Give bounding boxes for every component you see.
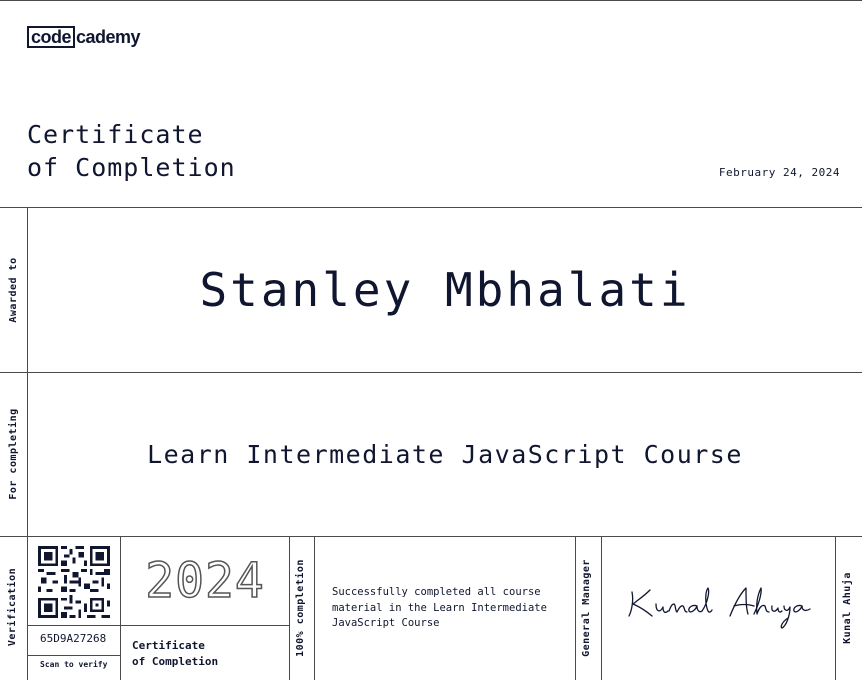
signature-divider	[835, 536, 836, 680]
year-divider	[289, 536, 290, 680]
logo-code-box: code	[27, 26, 75, 48]
codecademy-logo	[27, 25, 140, 49]
qr-divider	[120, 536, 121, 680]
completion-label: 100% completion	[295, 559, 306, 657]
logo-cademy-text: cademy	[76, 26, 141, 47]
awarded-to-label: Awarded to	[8, 257, 19, 323]
verification-code: 65D9A27268	[40, 632, 107, 645]
completion-divider	[314, 536, 315, 680]
certificate-date: February 24, 2024	[718, 166, 840, 179]
for-completing-label: For completing	[8, 408, 19, 500]
description-divider	[575, 536, 576, 680]
signature-image	[622, 578, 822, 634]
completion-description: Successfully completed all course material in the Learn Intermediate JavaScript Course	[332, 586, 547, 629]
course-name: Learn Intermediate JavaScript Course	[147, 440, 743, 469]
code-bottom-line	[27, 655, 120, 656]
signer-name-label: Kunal Ahuja	[842, 572, 853, 644]
gm-divider	[601, 536, 602, 680]
scan-to-verify-text: Scan to verify	[40, 660, 108, 669]
mini-certificate-title: Certificate of Completion	[132, 639, 219, 668]
qr-bottom-line	[27, 625, 120, 626]
top-border	[0, 0, 862, 1]
certificate-title: Certificate of Completion	[27, 120, 236, 182]
year-bottom-line	[120, 625, 289, 626]
verification-label: Verification	[7, 567, 18, 647]
recipient-name: Stanley Mbhalati	[199, 262, 691, 317]
qr-code	[38, 546, 110, 618]
year-text: 2024	[145, 553, 265, 609]
general-manager-label: General Manager	[581, 559, 592, 657]
